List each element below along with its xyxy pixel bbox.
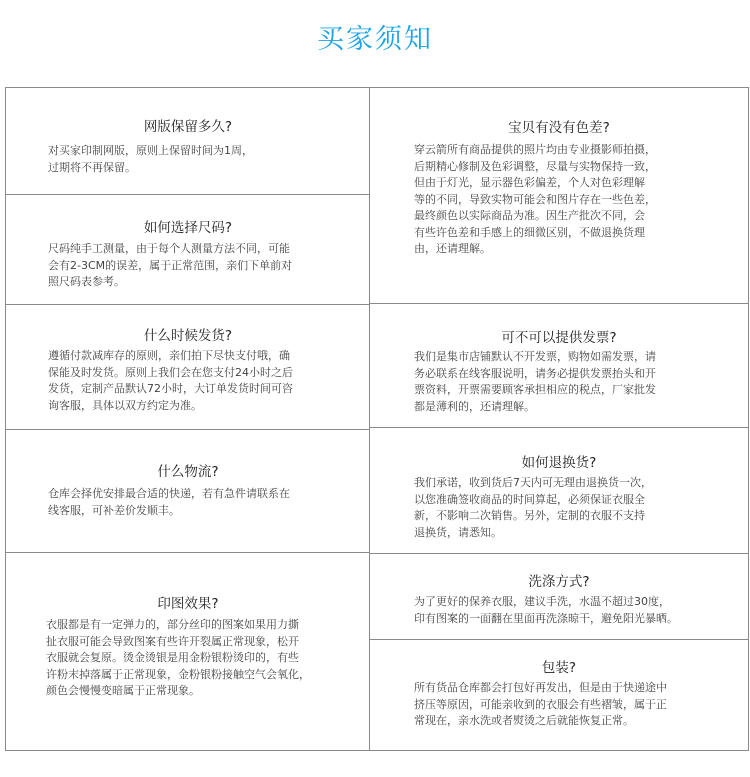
faq-cell [6,88,370,195]
faq-question: 什么物流? [157,464,219,480]
faq-question: 可不可以提供发票? [501,330,617,346]
faq-cell [6,553,370,750]
faq-question: 洗涤方式? [528,574,590,590]
faq-answer: 对买家印制网版，原则上保留时间为1周， 过期将不再保留。 [48,144,253,174]
left-column [5,87,371,751]
faq-cell [6,305,370,430]
faq-cell [6,430,370,553]
faq-answer: 尺码纯手工测量，由于每个人测量方法不同，可能 会有2-3CM的误差，属于正常范围，亲们下单前对 照尺码表参考。 [48,242,293,288]
faq-answer: 我们承诺，收到货后7天内可无理由退换货一次， 以您准确签收商品的时间算起，必须保证衣服全 新，不影响二次销售。另外，定制的衣服不支持 退换货，请悉知。 [414,476,652,539]
faq-question: 什么时候发货? [143,328,233,344]
page-title: 买家须知 [317,24,433,55]
faq-question: 网版保留多久? [143,119,233,135]
right-column [369,87,749,751]
faq-question: 如何退换货? [521,455,597,471]
faq-answer: 所有货品仓库都会打包好再发出，但是由于快递途中 挤压等原因，可能亲收到的衣服会有些褶皱，属于正 常现在，亲水洗或者熨烫之后就能恢复正常。 [414,681,667,727]
faq-answer: 衣服都是有一定弹力的，部分丝印的图案如果用力撕 扯衣服可能会导致图案有些许开裂属正常现象，松开 衣服就会复原。烫金烫银是用金粉银粉烫印的，有些 许粉末掉落属于正常现象，金粉银粉接触空气会氧化， 颜色会慢慢变暗属于正常现象。 [46,618,310,697]
faq-answer: 遵循付款减库存的原则，亲们拍下尽快支付哦，确 保能及时发货。原则上我们会在您支付24小时之后 发货，定制产品默认72小时，大订单发货时间可咨 询客服，具体以双方约定为准。 [48,349,293,412]
faq-cell [370,304,748,428]
faq-cell [6,195,370,305]
faq-question: 宝贝有没有色差? [508,120,610,136]
faq-cell [370,428,748,554]
faq-answer: 我们是集市店铺默认不开发票，购物如需发票，请 务必联系在线客服说明，请务必提供发票抬头和开 票资料，开票需要顾客承担相应的税点，厂家批发 都是薄利的，还请理解。 [414,350,656,413]
faq-answer: 为了更好的保养衣服，建议手洗，水温不超过30度， 印有图案的一面翻在里面再洗涤晾干，避免阳光暴晒。 [414,595,678,625]
faq-answer: 仓库会择优安排最合适的快递，若有急件请联系在 线客服，可补差价发顺丰。 [48,487,290,517]
faq-cell [370,88,748,304]
faq-answer: 穿云箭所有商品提供的照片均由专业摄影师拍摄， 后期精心修制及色彩调整，尽量与实物保持一致， 但由于灯光，显示器色彩偏差，个人对色彩理解 等的不同，导致实物可能会和图片存在一些色差， 最终颜色以实际商品为准。因生产批次不同，会 有些许色差和手感上的细微区别，不做退换货理 由，还请理解。 [414,143,656,255]
faq-cell [370,640,748,750]
faq-question: 包装? [541,660,577,676]
faq-cell [370,554,748,640]
faq-question: 印图效果? [157,596,219,612]
faq-question: 如何选择尺码? [143,220,233,236]
